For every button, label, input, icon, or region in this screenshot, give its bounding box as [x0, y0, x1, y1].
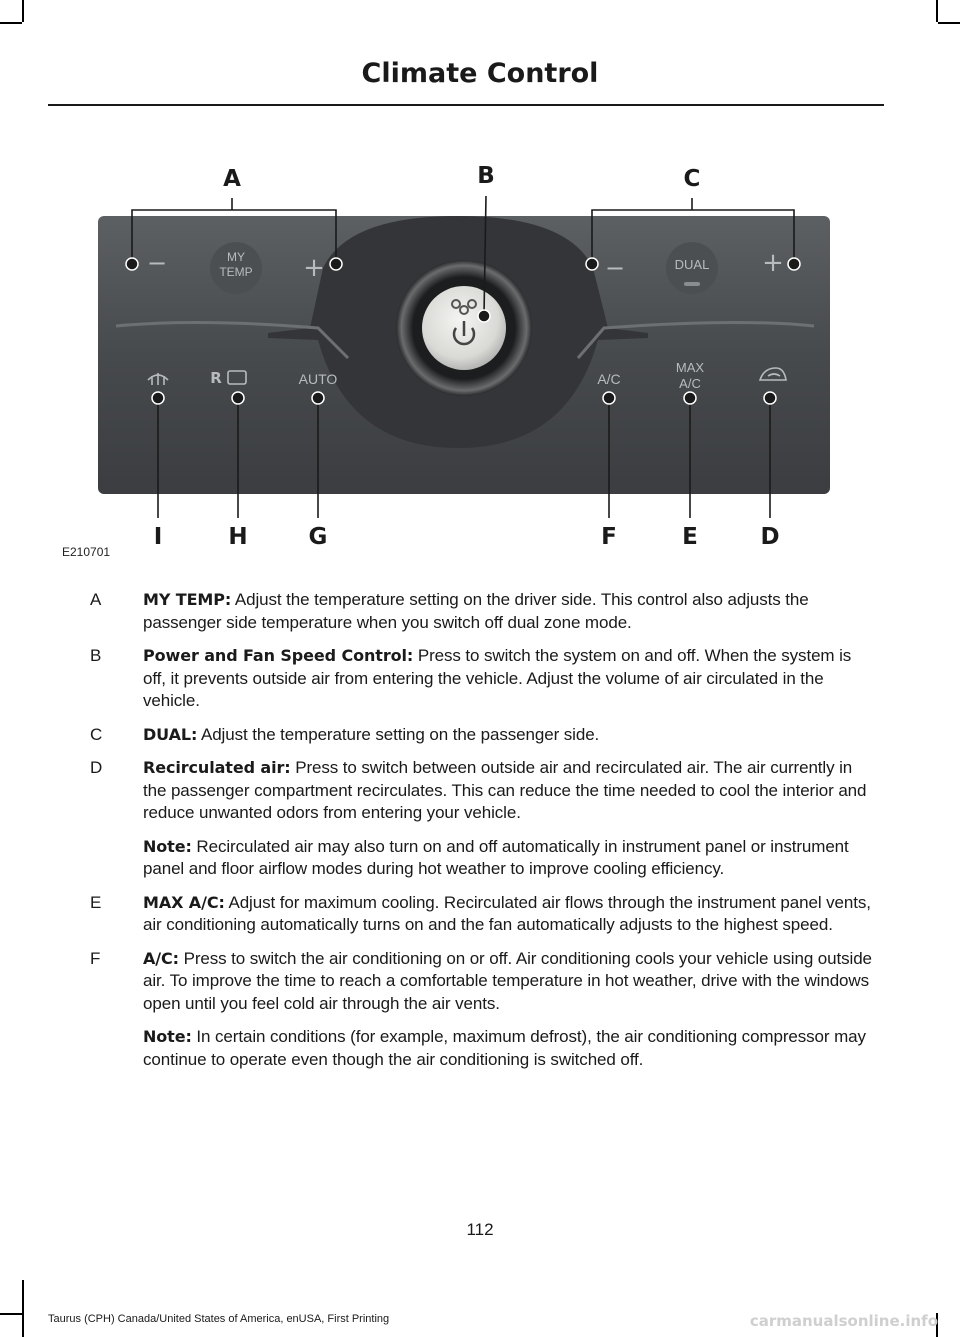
note-text: Recirculated air may also turn on and off automatically in instrument panel or instrument panel and floor airflow modes during hot weather to improve cooling efficiency. — [143, 836, 849, 878]
note-label: Note: — [143, 1027, 192, 1046]
callout-I: I — [153, 524, 163, 550]
passenger-minus-label: − — [604, 254, 626, 282]
entry-letter: B — [90, 646, 102, 665]
entry-letter: E — [90, 892, 102, 912]
entry-text: Adjust the temperature setting on the driver side. This control also adjusts the passenger side temperature when you switch off dual zone mode. — [143, 590, 809, 632]
entry-F — [90, 948, 876, 1072]
callout-F: F — [601, 524, 617, 550]
crop-mark — [0, 1313, 22, 1315]
entry-note — [143, 836, 876, 881]
callout-E: E — [682, 524, 698, 550]
callout-H: H — [228, 524, 248, 550]
dual-label: DUAL — [674, 257, 710, 272]
climate-panel-illustration — [48, 158, 884, 568]
entry-E — [90, 892, 876, 937]
crop-mark — [22, 1280, 24, 1337]
my-temp-label-line2: TEMP — [219, 265, 253, 279]
driver-plus-label: + — [303, 253, 325, 283]
entry-term: MAX A/C: — [143, 892, 225, 912]
driver-minus-label: − — [146, 249, 168, 277]
entry-A — [90, 589, 876, 634]
entry-text: Press to switch the air conditioning on or off. Air conditioning cools your vehicle using outside air. To improve the time to reach a comfortable temperature in hot weather, drive with the windows open until you feel cold air through the air vents. — [143, 948, 872, 1013]
entry-term: Recirculated air: — [143, 758, 291, 777]
entry-text: Adjust the temperature setting on the passenger side. — [197, 724, 600, 744]
entry-term: DUAL: — [143, 724, 198, 744]
title-rule — [48, 104, 884, 106]
ac-label: A/C — [597, 371, 621, 387]
entry-letter: D — [90, 758, 103, 777]
entry-note — [143, 1026, 876, 1071]
callout-D: D — [760, 524, 780, 550]
entry-term: Power and Fan Speed Control: — [143, 646, 414, 665]
crop-mark — [0, 22, 22, 24]
entry-letter: C — [90, 724, 103, 744]
entry-D — [90, 757, 876, 881]
crop-mark — [936, 0, 938, 22]
max-ac-label-line1: MAX — [675, 360, 705, 375]
watermark: carmanualsonline.info — [749, 1312, 938, 1330]
entry-text: Press to switch between outside air and recirculated air. The air currently in the passenger compartment recirculates. This can reduce the time needed to cool the interior and reduce unwanted odors from entering your vehicle. — [143, 758, 867, 822]
my-temp-label-line1: MY — [227, 250, 245, 264]
rear-defrost-r-label: R — [210, 369, 222, 387]
page-number: 112 — [466, 1220, 494, 1239]
crop-mark — [22, 0, 24, 22]
dual-indicator — [684, 282, 700, 286]
entry-C — [90, 724, 876, 747]
entry-letter: F — [90, 948, 101, 968]
callout-A: A — [223, 166, 241, 192]
callout-G: G — [308, 524, 328, 550]
note-label: Note: — [143, 836, 192, 856]
entry-B — [90, 645, 876, 713]
entry-text: Press to switch the system on and off. When the system is off, it prevents outside air from entering the vehicle. Adjust the volume of air circulated in the vehicle. — [143, 646, 852, 710]
callout-C: C — [683, 166, 701, 192]
note-text: In certain conditions (for example, maximum defrost), the air conditioning compressor may continue to operate even though the air conditioning is switched off. — [143, 1027, 866, 1069]
callout-descriptions — [90, 589, 876, 1071]
auto-label: AUTO — [298, 371, 338, 387]
entry-term: A/C: — [143, 948, 179, 968]
footer-text: Taurus (CPH) Canada/United States of America, enUSA, First Printing — [48, 1313, 390, 1325]
passenger-plus-label: + — [762, 248, 784, 278]
entry-letter: A — [90, 590, 102, 609]
climate-control-figure — [48, 158, 884, 568]
max-ac-label-line2: A/C — [679, 376, 701, 391]
entry-term: MY TEMP: — [143, 590, 232, 609]
crop-mark — [938, 22, 960, 24]
page-title: Climate Control — [361, 58, 599, 89]
callout-B: B — [477, 163, 495, 189]
figure-id: E210701 — [62, 545, 111, 559]
entry-text: Adjust for maximum cooling. Recirculated air flows through the instrument panel vents, air conditioning automatically turns on and the fan automatically adjusts to the highest speed. — [143, 892, 871, 934]
